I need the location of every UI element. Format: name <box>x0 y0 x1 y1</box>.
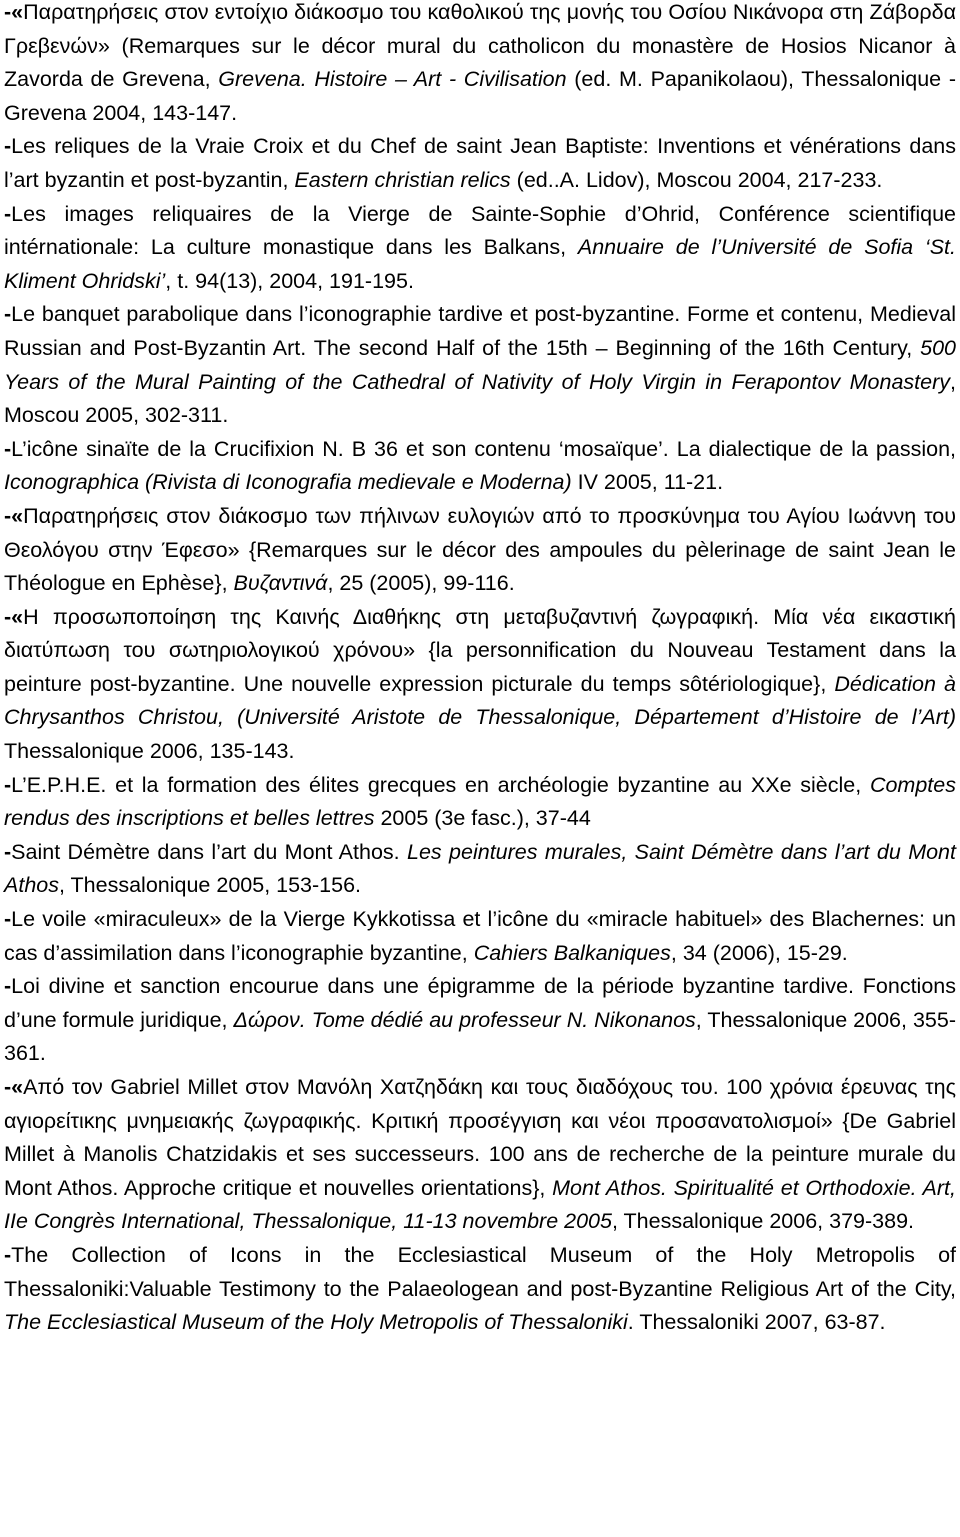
bibliography-entry <box>4 433 956 500</box>
bibliography-entry <box>4 769 956 836</box>
entry-text: Παρατηρήσεις στον διάκοσμο των πήλινων ευλογιών από το προσκύνημα του Αγίου Ιωάννη του Θεολόγου στην Έφεσο» {Remarques sur le décor des ampoules du pèlerinage de saint Jean le Théologue en Ephèse}, <box>4 503 956 596</box>
entry-marker: -« <box>4 503 24 528</box>
entry-text: , t. 94(13), 2004, 191-195. <box>165 268 414 293</box>
entry-marker: -« <box>4 1075 24 1099</box>
bibliography-list <box>4 0 956 1340</box>
entry-text: . Thessaloniki 2007, 63-87. <box>627 1310 886 1335</box>
publication-title: Grevena. Histoire – Art - Civilisation <box>218 67 567 92</box>
bibliography-entry <box>4 970 956 1071</box>
bibliography-entry <box>4 903 956 970</box>
bibliography-entry <box>4 601 956 769</box>
entry-text: , 34 (2006), 15-29. <box>670 940 848 965</box>
entry-text: Le banquet parabolique dans l’iconographie tardive et post-byzantine. Forme et contenu, Medieval Russian and Post-Byzantin Art. The second Half of the 15th – Beginning of the 16th Century, <box>4 302 956 360</box>
entry-text: (ed. M. Papanikolaou), Thessalonique - Grevena 2004, 143-147. <box>4 67 956 125</box>
bibliography-entry <box>4 836 956 903</box>
entry-marker: - <box>4 436 12 461</box>
publication-title: Cahiers Balkaniques <box>473 940 671 965</box>
bibliography-entry <box>4 0 956 130</box>
entry-text: , Thessalonique 2006, 355-361. <box>4 1007 957 1066</box>
entry-text: Le voile «miraculeux» de la Vierge Kykkotissa et l’icône du «miracle habituel» des Blachernes: un cas d’assimilation dans l’iconographie byzantine, <box>4 907 956 965</box>
publication-title: Annuaire de l’Université de Sofia ‘St. Kliment Ohridski’ <box>4 235 956 293</box>
entry-text: The Collection of Icons in the Ecclesiastical Museum of the Holy Metropolis of Thessaloniki:Valuable Testimony to the Palaeologean and post-Byzantine Religious Art of the City, <box>4 1242 956 1301</box>
entry-text: Les images reliquaires de la Vierge de Sainte-Sophie d’Ohrid, Conférence scientifique intérnationale: La culture monastique dans les Balkans, <box>4 201 956 260</box>
bibliography-entry <box>4 130 956 197</box>
publication-title: Iconographica (Rivista di Iconografia medievale e Moderna) <box>4 470 572 495</box>
entry-marker: -« <box>4 604 24 629</box>
entry-marker: -« <box>4 0 24 24</box>
entry-text: IV 2005, 11-21. <box>571 470 724 495</box>
bibliography-entry <box>4 198 956 299</box>
bibliography-entry <box>4 298 956 432</box>
publication-title: 500 Years of the Mural Painting of the Cathedral of Nativity of Holy Virgin in Ferapontov Monastery <box>4 335 956 394</box>
entry-text: L’icône sinaïte de la Crucifixion N. B 36 et son contenu ‘mosaïque’. La dialectique de la passion, <box>11 436 956 461</box>
entry-text: Loi divine et sanction encourue dans une épigramme de la période byzantine tardive. Fonctions d’une formule juridique, <box>4 974 956 1032</box>
entry-text: Από τον Gabriel Millet στον Μανόλη Χατζηδάκη και τους διαδόχους του. 100 χρόνια έρευνας της αγιορείτικης μνημειακής ζωγραφικής. Κριτική προσέγγιση και νέοι προσανατολισμοί» {De Gabriel Millet à Manolis Chatzidakis et ses successeurs. 100 ans de recherche de la peinture murale du Mont Athos. Approche critique et nouvelles orientations}, <box>4 1075 956 1200</box>
entry-text: , 25 (2005), 99-116. <box>327 571 515 596</box>
bibliography-entry <box>4 1239 956 1340</box>
entry-marker: - <box>4 134 12 159</box>
entry-text: Η προσωποποίηση της Καινής Διαθήκης στη μεταβυζαντινή ζωγραφική. Μία νέα εικαστική διατύπωση του σωτηριολογικού χρόνου» {la personnification du Nouveau Testament dans la peinture post-byzantine. Une nouvelle expression picturale du temps sôtériologique}, <box>4 604 956 696</box>
publication-title: Comptes rendus des inscriptions et belles lettres <box>4 772 956 831</box>
entry-marker: - <box>4 907 12 932</box>
entry-marker: - <box>4 839 12 864</box>
entry-text: Saint Démètre dans l’art du Mont Athos. <box>11 839 407 864</box>
bibliography-entry <box>4 500 956 601</box>
entry-marker: - <box>4 1242 12 1267</box>
publication-title: Dédication à Chrysanthos Christou, (Université Aristote de Thessalonique, Département d’Histoire de l’Art) <box>4 671 956 730</box>
publication-title: Eastern christian relics <box>294 167 511 192</box>
publication-title: The Ecclesiastical Museum of the Holy Metropolis of Thessaloniki <box>4 1310 628 1335</box>
entry-marker: - <box>4 772 12 797</box>
entry-text: , Thessalonique 2005, 153-156. <box>58 873 362 898</box>
entry-text: , Moscou 2005, 302-311. <box>4 369 956 428</box>
entry-text: (ed..A. Lidov), Moscou 2004, 217-233. <box>510 167 883 192</box>
entry-text: , Thessalonique 2006, 379-389. <box>611 1209 914 1234</box>
entry-marker: - <box>4 974 12 999</box>
entry-text: L’E.P.H.E. et la formation des élites grecques en archéologie byzantine au XXe siècle, <box>11 772 870 797</box>
entry-text: Παρατηρήσεις στον εντοίχιο διάκοσμο του καθολικού της μονής του Οσίου Νικάνορα στη Ζάβορδα Γρεβενών» (Remarques sur le décor mural du catholicon du monastère de Hosios Nicanor à Zavorda de Grevena, <box>4 0 956 92</box>
entry-text: Thessalonique 2006, 135-143. <box>4 739 295 764</box>
entry-text: Les reliques de la Vraie Croix et du Chef de saint Jean Baptiste: Inventions et vénérations dans l’art byzantin et post-byzantin, <box>4 134 956 192</box>
publication-title: Δώρον. Tome dédié au professeur N. Nikonanos <box>233 1007 696 1032</box>
bibliography-entry <box>4 1071 956 1239</box>
entry-text: 2005 (3e fasc.), 37-44 <box>374 806 591 831</box>
entry-marker: - <box>4 201 12 226</box>
publication-title: Mont Athos. Spiritualité et Orthodoxie. Art, IIe Congrès International, Thessalonique, 11-13 novembre 2005 <box>4 1175 956 1234</box>
publication-title: Les peintures murales, Saint Démètre dans l’art du Mont Athos <box>4 839 956 898</box>
entry-marker: - <box>4 302 12 327</box>
publication-title: Βυζαντινά <box>233 571 328 596</box>
